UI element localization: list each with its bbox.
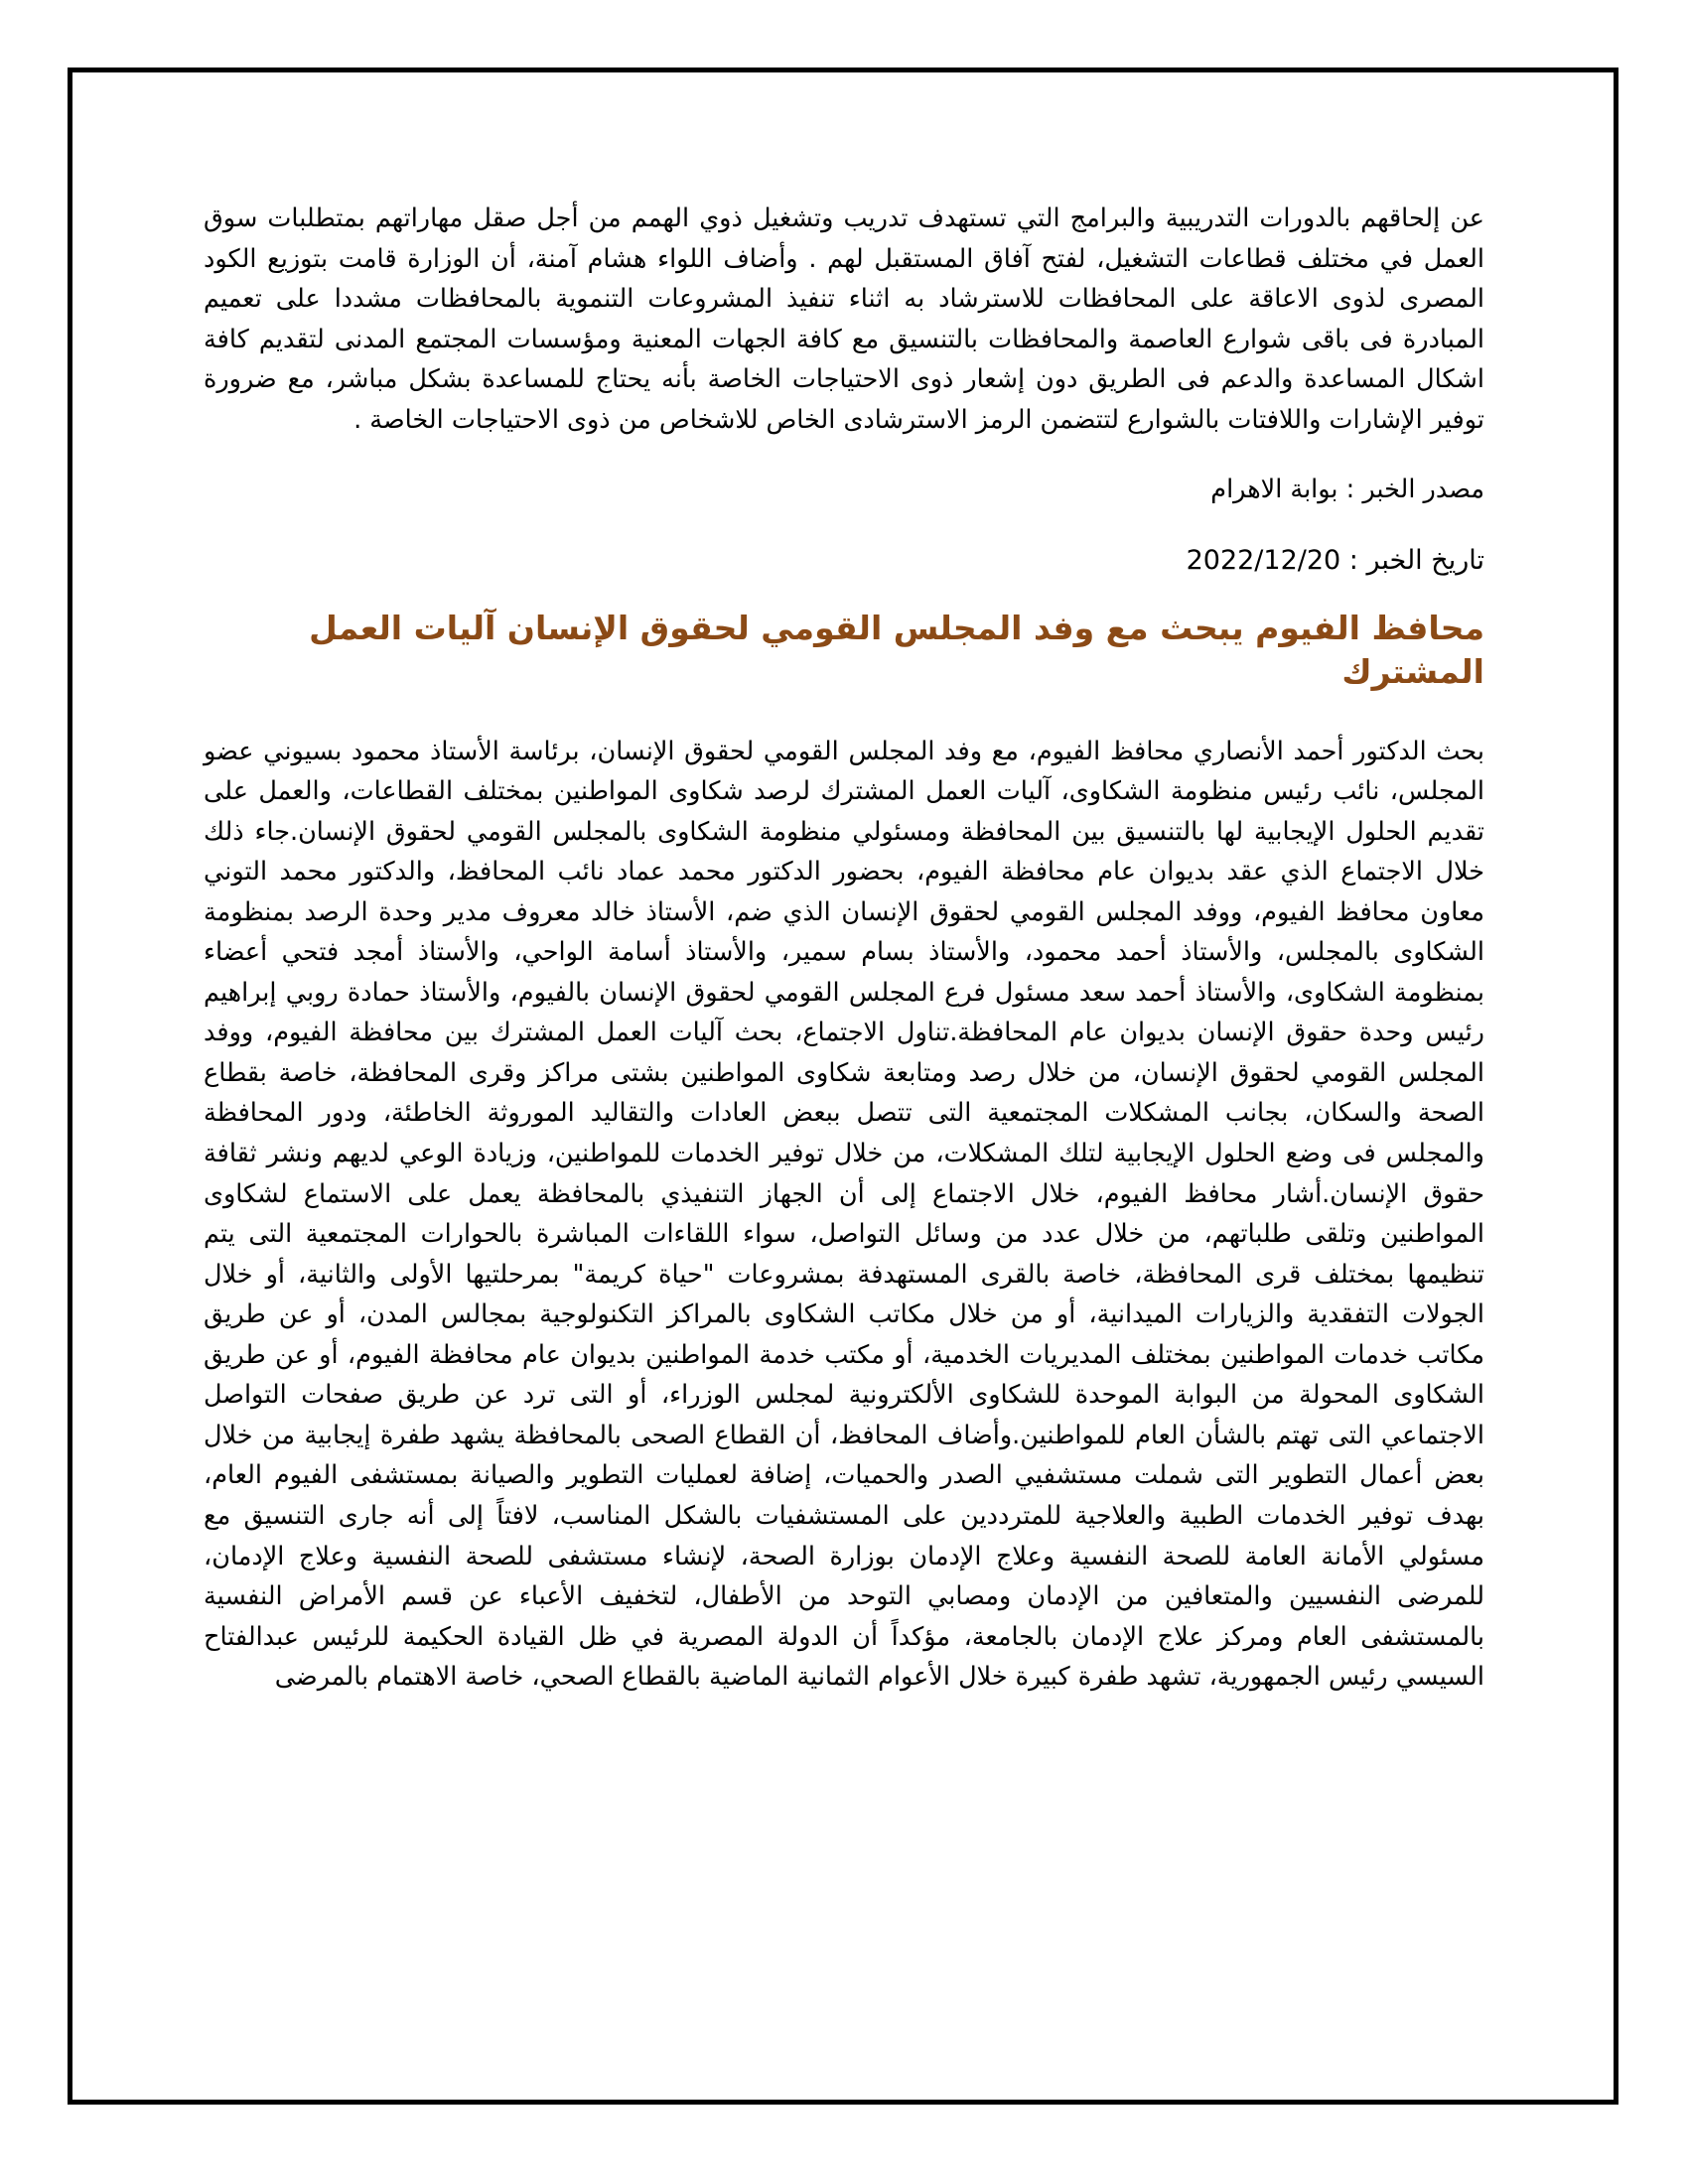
- article-headline: محافظ الفيوم يبحث مع وفد المجلس القومي لحقوق الإنسان آليات العمل المشترك: [309, 608, 1484, 691]
- news-date: تاريخ الخبر : 2022/12/20: [1186, 544, 1484, 576]
- document-content: [204, 199, 1484, 1698]
- article-body: بحث الدكتور أحمد الأنصاري محافظ الفيوم، مع وفد المجلس القومي لحقوق الإنسان، برئاسة الأستاذ محمود بسيوني عضو المجلس، نائب رئيس منظومة الشكاوى، آليات العمل المشترك لرصد شكاوى المواطنين بمختلف القطاعات، والعمل على تقديم الحلول الإيجابية لها بالتنسيق بين المحافظة ومسئولي منظومة الشكاوى بالمجلس القومي لحقوق الإنسان.جاء ذلك خلال الاجتماع الذي عقد بديوان عام محافظة الفيوم، بحضور الدكتور محمد عماد نائب المحافظ، والدكتور محمد التوني معاون محافظ الفيوم، ووفد المجلس القومي لحقوق الإنسان الذي ضم، الأستاذ خالد معروف مدير وحدة الرصد بمنظومة الشكاوى بالمجلس، والأستاذ أحمد محمود، والأستاذ بسام سمير، والأستاذ أسامة الواحي، والأستاذ أمجد فتحي أعضاء بمنظومة الشكاوى، والأستاذ أحمد سعد مسئول فرع المجلس القومي لحقوق الإنسان بالفيوم، والأستاذ حمادة روبي إبراهيم رئيس وحدة حقوق الإنسان بديوان عام المحافظة.تناول الاجتماع، بحث آليات العمل المشترك بين محافظة الفيوم، ووفد المجلس القومي لحقوق الإنسان، من خلال رصد ومتابعة شكاوى المواطنين بشتى مراكز وقرى المحافظة، خاصة بقطاع الصحة والسكان، بجانب المشكلات المجتمعية التى تتصل ببعض العادات والتقاليد الموروثة الخاطئة، ودور المحافظة والمجلس فى وضع الحلول الإيجابية لتلك المشكلات، من خلال توفير الخدمات للمواطنين، وزيادة الوعي لديهم ونشر ثقافة حقوق الإنسان.أشار محافظ الفيوم، خلال الاجتماع إلى أن الجهاز التنفيذي بالمحافظة يعمل على الاستماع لشكاوى المواطنين وتلقى طلباتهم، من خلال عدد من وسائل التواصل، سواء اللقاءات المباشرة بالحوارات المجتمعية التى يتم تنظيمها بمختلف قرى المحافظة، خاصة بالقرى المستهدفة بمشروعات "حياة كريمة" بمرحلتيها الأولى والثانية، أو خلال الجولات التفقدية والزيارات الميدانية، أو من خلال مكاتب الشكاوى بالمراكز التكنولوجية بمجالس المدن، أو عن طريق مكاتب خدمات المواطنين بمختلف المديريات الخدمية، أو مكتب خدمة المواطنين بديوان عام محافظة الفيوم، أو عن طريق الشكاوى المحولة من البوابة الموحدة للشكاوى الألكترونية لمجلس الوزراء، أو التى ترد عن طريق صفحات التواصل الاجتماعي التى تهتم بالشأن العام للمواطنين.وأضاف المحافظ، أن القطاع الصحى بالمحافظة يشهد طفرة إيجابية من خلال بعض أعمال التطوير التى شملت مستشفيي الصدر والحميات، إضافة لعمليات التطوير والصيانة بمستشفى الفيوم العام، بهدف توفير الخدمات الطبية والعلاجية للمترددين على المستشفيات بالشكل المناسب، لافتاً إلى أنه جارى التنسيق مع مسئولي الأمانة العامة للصحة النفسية وعلاج الإدمان بوزارة الصحة، لإنشاء مستشفى للصحة النفسية وعلاج الإدمان، للمرضى النفسيين والمتعافين من الإدمان ومصابي التوحد من الأطفال، لتخفيف الأعباء عن قسم الأمراض النفسية بالمستشفى العام ومركز علاج الإدمان بالجامعة، مؤكداً أن الدولة المصرية في ظل القيادة الحكيمة للرئيس عبدالفتاح السيسي رئيس الجمهورية، تشهد طفرة كبيرة خلال الأعوام الثمانية الماضية بالقطاع الصحي، خاصة الاهتمام بالمرضى: [204, 736, 1484, 1693]
- news-source: مصدر الخبر : بوابة الاهرام: [1210, 474, 1484, 504]
- intro-paragraph: عن إلحاقهم بالدورات التدريبية والبرامج التي تستهدف تدريب وتشغيل ذوي الهمم من أجل صقل مهاراتهم بمتطلبات سوق العمل في مختلف قطاعات التشغيل، لفتح آفاق المستقبل لهم . وأضاف اللواء هشام آمنة، أن الوزارة قامت بتوزيع الكود المصرى لذوى الاعاقة على المحافظات للاسترشاد به اثناء تنفيذ المشروعات التنموية بالمحافظات مشددا على تعميم المبادرة فى باقى شوارع العاصمة والمحافظات بالتنسيق مع كافة الجهات المعنية ومؤسسات المجتمع المدنى لتقديم كافة اشكال المساعدة والدعم فى الطريق دون إشعار ذوى الاحتياجات الخاصة بأنه يحتاج للمساعدة بشكل مباشر، مع ضرورة توفير الإشارات واللافتات بالشوارع لتتضمن الرمز الاسترشادى الخاص للاشخاص من ذوى الاحتياجات الخاصة .: [204, 204, 1484, 435]
